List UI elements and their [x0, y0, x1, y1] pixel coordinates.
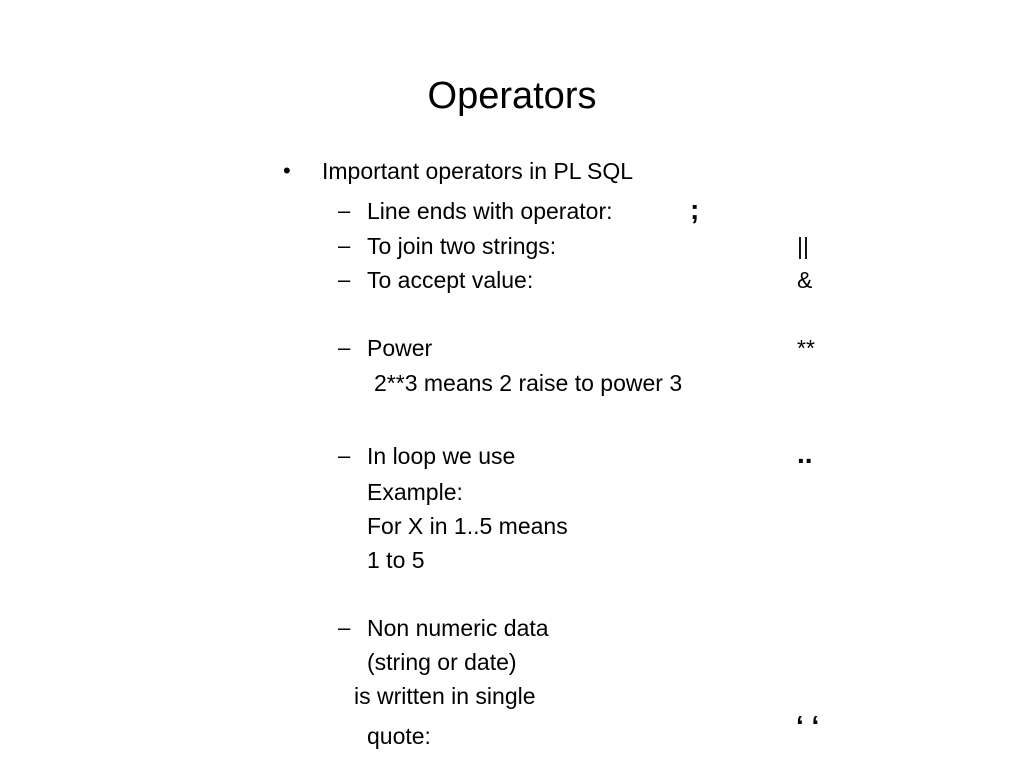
join-label: To join two strings: — [367, 233, 557, 259]
power-operator: ** — [797, 335, 815, 361]
non-numeric-line4: quote: — [367, 723, 431, 749]
loop-example-label: Example: — [367, 479, 463, 505]
line-end-label: Line ends with operator: — [367, 198, 613, 224]
line-end-operator: ; — [690, 194, 700, 225]
bullet-marker: • — [283, 158, 291, 183]
non-numeric-label: Non numeric data — [367, 615, 549, 641]
dash-marker: – — [338, 443, 351, 468]
bullet-heading: Important operators in PL SQL — [322, 158, 634, 184]
slide-title: Operators — [427, 75, 597, 117]
loop-example-line: For X in 1..5 means — [367, 513, 568, 539]
loop-example-range: 1 to 5 — [367, 547, 425, 573]
loop-operator: .. — [797, 438, 813, 469]
dash-marker: – — [338, 233, 351, 258]
accept-label: To accept value: — [367, 267, 534, 293]
dash-marker: – — [338, 198, 351, 223]
non-numeric-line2: (string or date) — [367, 649, 517, 675]
dash-marker: – — [338, 615, 351, 640]
quote-operator: ‘ ‘ — [796, 710, 820, 741]
power-label: Power — [367, 335, 433, 361]
accept-operator: & — [797, 267, 813, 293]
join-operator: || — [797, 233, 809, 259]
non-numeric-line3: is written in single — [354, 683, 536, 709]
dash-marker: – — [338, 267, 351, 292]
power-note: 2**3 means 2 raise to power 3 — [374, 370, 683, 396]
loop-label: In loop we use — [367, 443, 516, 469]
dash-marker: – — [338, 335, 351, 360]
